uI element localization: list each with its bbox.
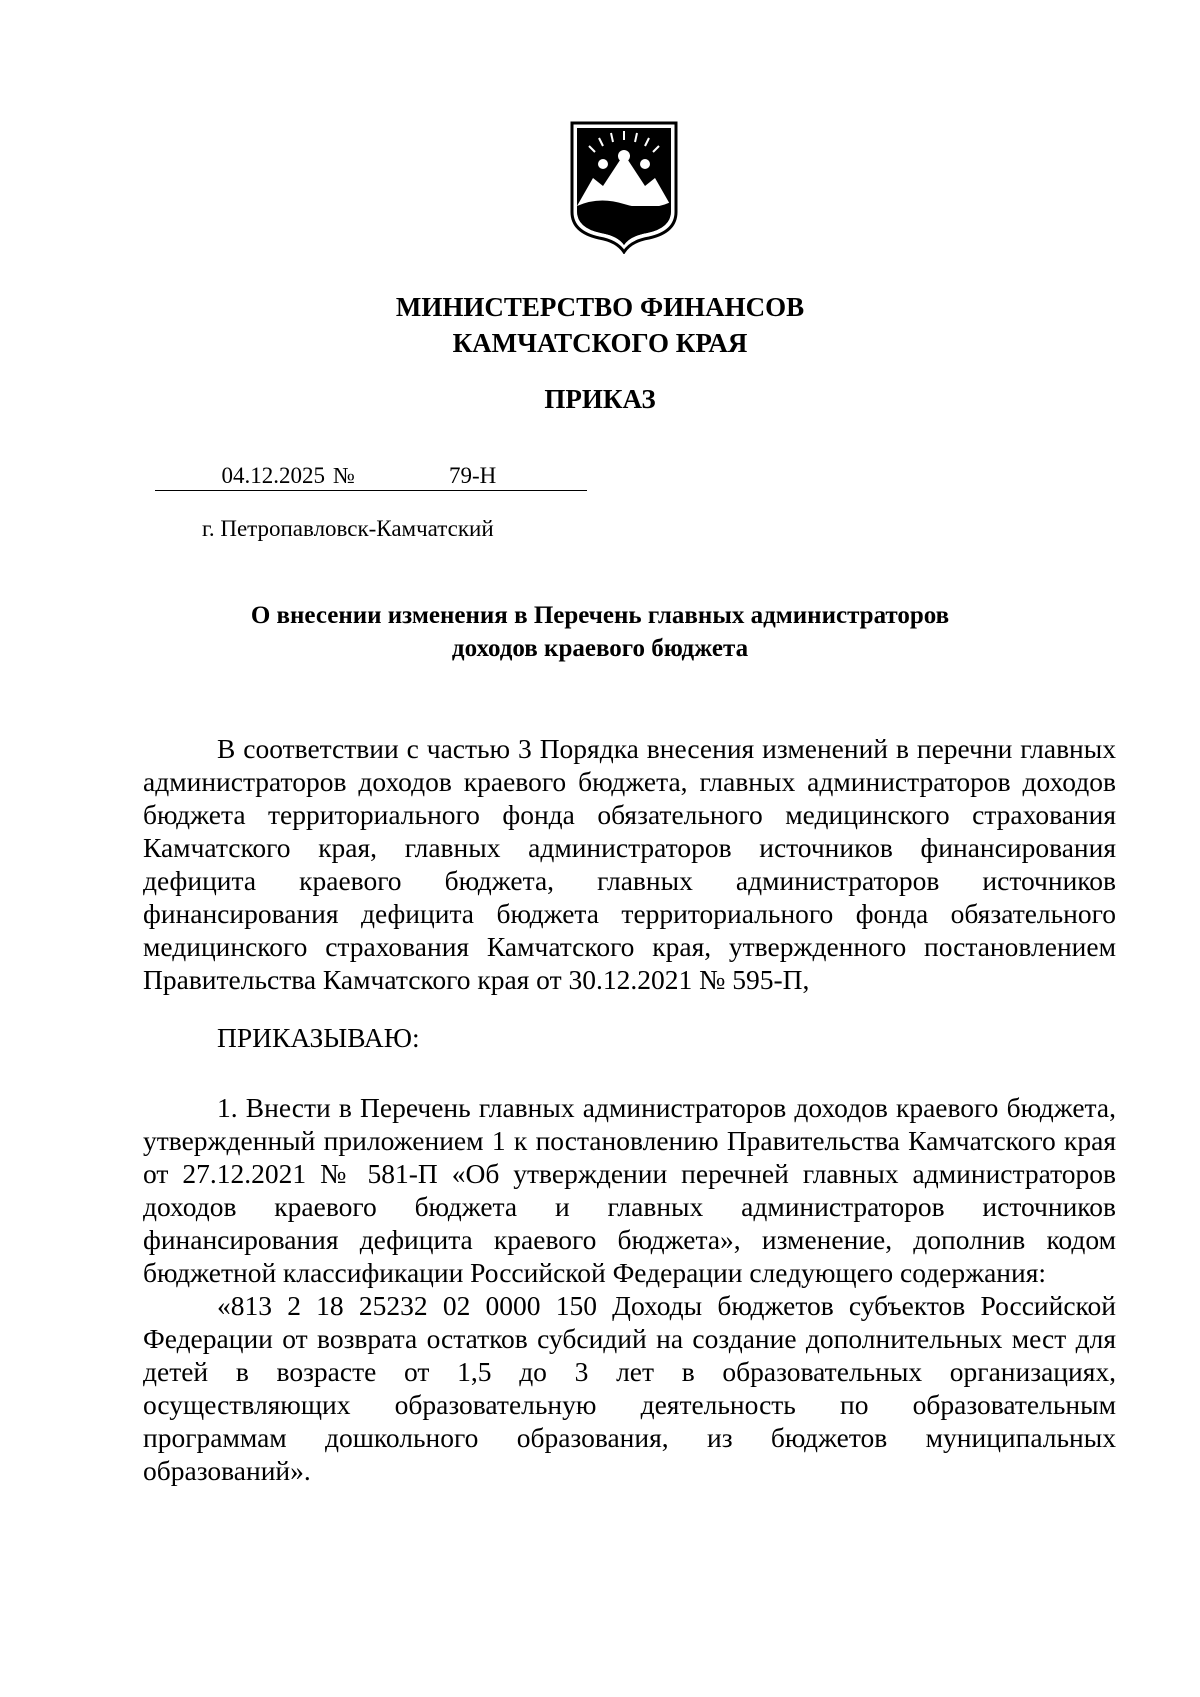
order-date: 04.12.2025 [155,462,329,491]
item-1-code-text: «813 2 18 25232 02 0000 150 Доходы бюджетов субъектов Российской Федерации от возврата остатков субсидий на создание дополнительных мест для детей в возрасте от 1,5 до 3 лет в образовательных организациях, осуществляющих образовательную деятельность по образовательным программам дошкольного образования, из бюджетов муниципальных образований». [143,1290,1116,1486]
order-number: 79-Н [359,462,587,491]
order-word: ПРИКАЗЫВАЮ: [217,1022,420,1053]
ministry-name [0,289,1200,361]
ministry-line-1: МИНИСТЕРСТВО ФИНАНСОВ [395,292,805,322]
subject-line-2: доходов краевого бюджета [451,635,749,662]
preamble-paragraph [143,732,1116,996]
item-1-text: 1. Внести в Перечень главных администраторов доходов краевого бюджета, утвержденный приложением 1 к постановлению Правительства Камчатского края от 27.12.2021 № 581-П «Об утверждении перечней главных администраторов доходов краевого бюджета и главных администраторов источников финансирования дефицита краевого бюджета», изменение, дополнив кодом бюджетной классификации Российской Федерации следующего содержания: [143,1092,1116,1288]
item-1-block [143,1091,1116,1487]
order-subject [0,599,1200,665]
city-name: г. Петропавловск-Камчатский [202,516,494,541]
doc-type-title: ПРИКАЗ [544,384,656,414]
preamble-text: В соответствии с частью 3 Порядка внесения изменений в перечни главных администраторов доходов краевого бюджета, главных администраторов доходов бюджета территориального фонда обязательного медицинского страхования Камчатского края, главных администраторов источников финансирования дефицита краевого бюджета, главных администраторов источников финансирования дефицита бюджета территориального фонда обязательного медицинского страхования Камчатского края, утвержденного постановлением Правительства Камчатского края от 30.12.2021 № 595-П, [143,733,1116,995]
ministry-line-2: КАМЧАТСКОГО КРАЯ [452,328,748,358]
kamchatka-coat-of-arms-icon [569,120,679,254]
date-number-line [155,462,587,491]
subject-line-1: О внесении изменения в Перечень главных администраторов [250,602,950,629]
number-sign: № [329,462,359,491]
